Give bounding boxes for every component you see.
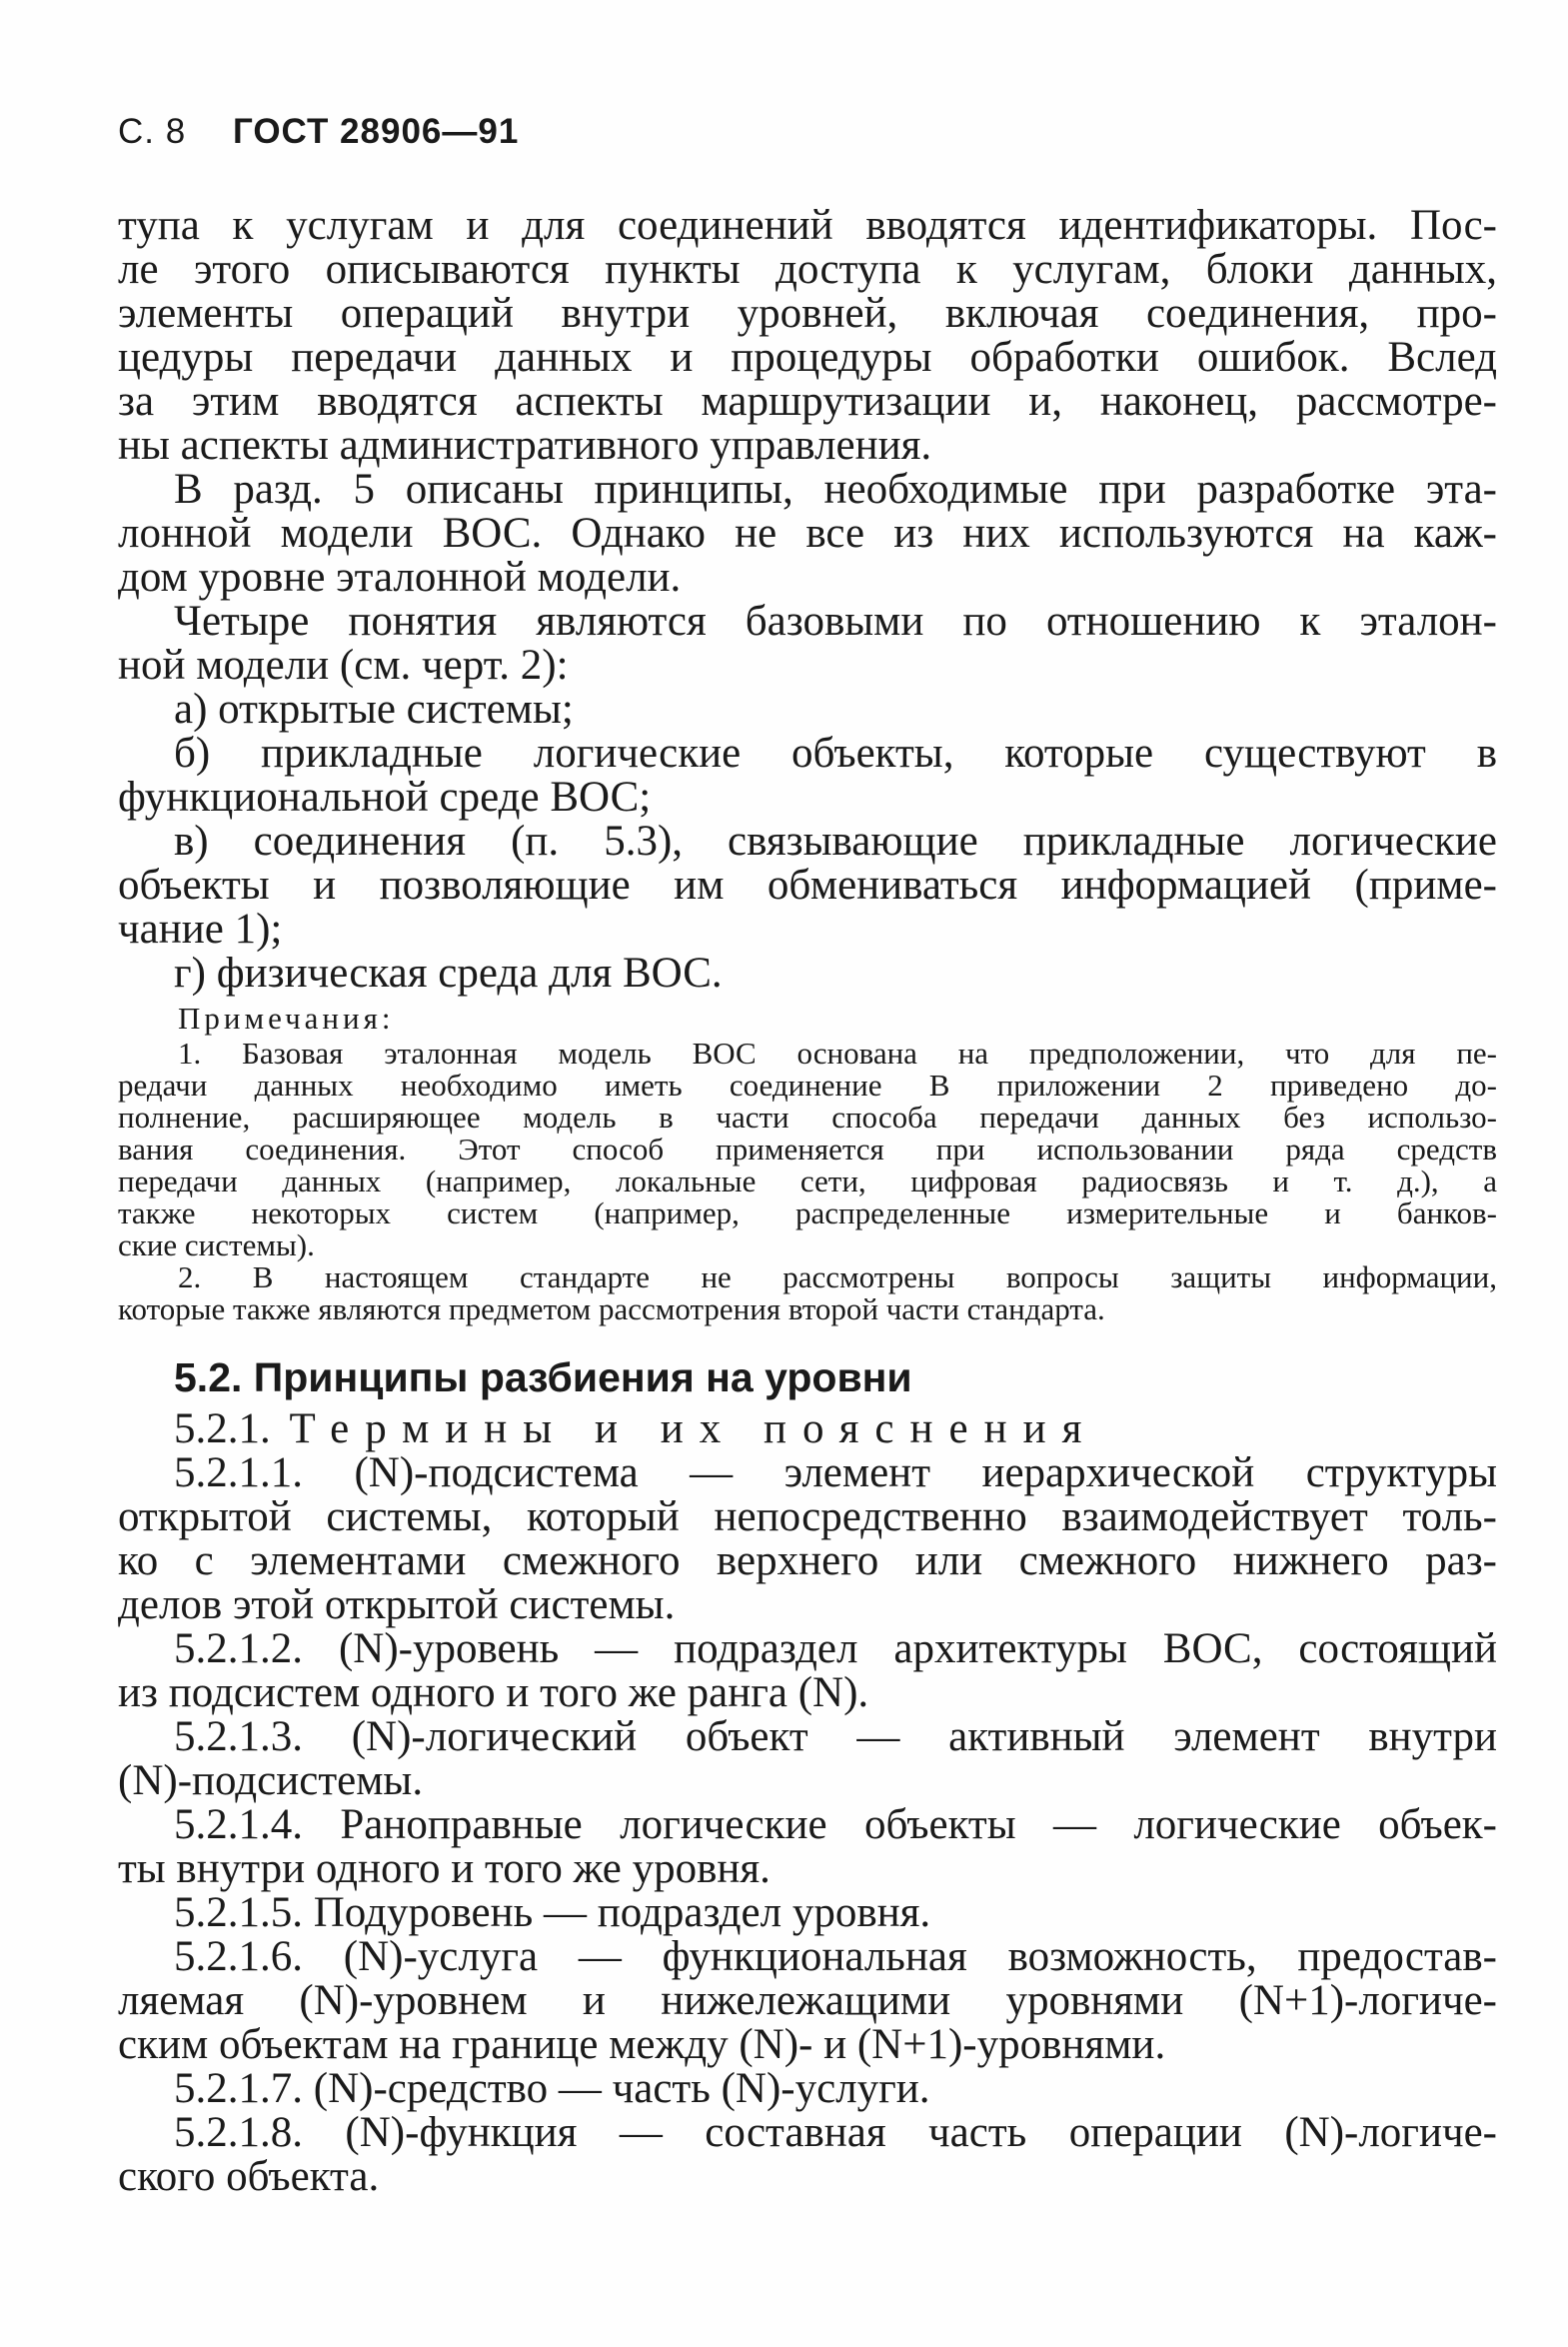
term-line: 5.2.1.3. (N)-логический объект — активный элемент внутри <box>174 1713 1497 1760</box>
note-line: также некоторых систем (например, распределенные измерительные и банков- <box>118 1195 1497 1230</box>
text-line: Четыре понятия являются базовыми по отношению к эталон- <box>174 598 1497 645</box>
term-line: ским объектам на границе между (N)- и (N+1)-уровнями. <box>118 2021 1166 2068</box>
text-line: тупа к услугам и для соединений вводятся идентификаторы. Пос- <box>118 202 1497 249</box>
term-line: ляемая (N)-уровнем и нижележащими уровнями (N+1)-логиче- <box>118 1977 1497 2024</box>
text-line: элементы операций внутри уровней, включая соединения, про- <box>118 290 1497 337</box>
text-line: ле этого описываются пункты доступа к услугам, блоки данных, <box>118 246 1497 293</box>
term-5-2-1-5 <box>118 1891 1497 1935</box>
list-item-cont: функциональной среде ВОС; <box>118 774 652 821</box>
text-line: ны аспекты административного управления. <box>118 422 932 469</box>
subsection-heading <box>118 1407 1497 1451</box>
text-line: цедуры передачи данных и процедуры обработки ошибок. Вслед <box>118 334 1497 381</box>
list-item-cont: объекты и позволяющие им обмениваться информацией (приме- <box>118 862 1497 909</box>
term-line: делов этой открытой системы. <box>118 1581 676 1628</box>
note-1 <box>118 1038 1497 1261</box>
note-line: 1. Базовая эталонная модель ВОС основана на предположении, что для пе- <box>178 1036 1497 1071</box>
term-line: 5.2.1.6. (N)-услуга — функциональная возможность, предостав- <box>174 1933 1497 1980</box>
section5-paragraph <box>118 468 1497 600</box>
note-line: редачи данных необходимо иметь соединение В приложении 2 приведено до- <box>118 1068 1497 1103</box>
concepts-paragraph <box>118 600 1497 688</box>
note-line: передачи данных (например, локальные сети, цифровая радиосвязь и т. д.), а <box>118 1164 1497 1198</box>
note-line: полнение, расширяющее модель в части способа передачи данных без использо- <box>118 1100 1497 1135</box>
term-line: 5.2.1.7. (N)-средство — часть (N)-услуги. <box>174 2065 930 2112</box>
term-5-2-1-6 <box>118 1935 1497 2067</box>
text-line: дом уровне эталонной модели. <box>118 554 682 601</box>
text-line: ной модели (см. черт. 2): <box>118 642 569 689</box>
body-text <box>118 204 1497 2199</box>
term-line: ского объекта. <box>118 2153 380 2200</box>
subsection-number: 5.2.1. <box>174 1405 271 1452</box>
term-line: ко с элементами смежного верхнего или смежного нижнего раз- <box>118 1537 1497 1584</box>
term-line: 5.2.1.5. Подуровень — подраздел уровня. <box>174 1889 931 1936</box>
note-2 <box>118 1261 1497 1325</box>
term-line: 5.2.1.8. (N)-функция — составная часть операции (N)-логиче- <box>174 2109 1497 2156</box>
note-line: вания соединения. Этот способ применяется при использовании ряда средств <box>118 1132 1497 1167</box>
note-line: 2. В настоящем стандарте не рассмотрены вопросы защиты информации, <box>178 1259 1497 1294</box>
term-line: ты внутри одного и того же уровня. <box>118 1845 771 1892</box>
subsection-title: Термины и их пояснения <box>289 1405 1098 1452</box>
term-5-2-1-8 <box>118 2111 1497 2199</box>
term-5-2-1-7 <box>118 2067 1497 2111</box>
page-header <box>118 112 519 162</box>
list-item: а) открытые системы; <box>174 686 574 733</box>
list-item: в) соединения (п. 5.3), связывающие прикладные логические <box>174 818 1497 865</box>
section-heading: 5.2. Принципы разбиения на уровни <box>174 1354 912 1400</box>
term-line: из подсистем одного и того же ранга (N). <box>118 1669 869 1716</box>
term-5-2-1-2 <box>118 1627 1497 1715</box>
note-line: которые также являются предметом рассмотрения второй части стандарта. <box>118 1291 1105 1326</box>
page-number: С. 8 <box>118 112 187 151</box>
term-5-2-1-3 <box>118 1715 1497 1803</box>
concepts-list <box>118 688 1497 996</box>
text-line: за этим вводятся аспекты маршрутизации и, наконец, рассмотре- <box>118 378 1497 425</box>
list-item-cont: чание 1); <box>118 906 283 953</box>
intro-paragraph <box>118 204 1497 468</box>
term-line: 5.2.1.1. (N)-подсистема — элемент иерархической структуры <box>174 1449 1497 1496</box>
term-line: 5.2.1.2. (N)-уровень — подраздел архитектуры ВОС, состоящий <box>174 1625 1497 1672</box>
term-5-2-1-4 <box>118 1803 1497 1891</box>
term-5-2-1-1 <box>118 1451 1497 1627</box>
term-line: открытой системы, который непосредственно взаимодействует толь- <box>118 1493 1497 1540</box>
term-line: 5.2.1.4. Ранoправные логические объекты — логические объек- <box>174 1801 1497 1848</box>
list-item: г) физическая среда для ВОС. <box>174 950 723 997</box>
list-item: б) прикладные логические объекты, которые существуют в <box>174 730 1497 777</box>
note-line: ские системы). <box>118 1227 315 1262</box>
text-line: лонной модели ВОС. Однако не все из них используются на каж- <box>118 510 1497 557</box>
standard-code: ГОСТ 28906—91 <box>232 112 520 151</box>
term-line: (N)-подсистемы. <box>118 1757 424 1804</box>
text-line: В разд. 5 описаны принципы, необходимые при разработке эта- <box>174 466 1497 513</box>
notes-heading: Примечания: <box>178 1001 395 1036</box>
